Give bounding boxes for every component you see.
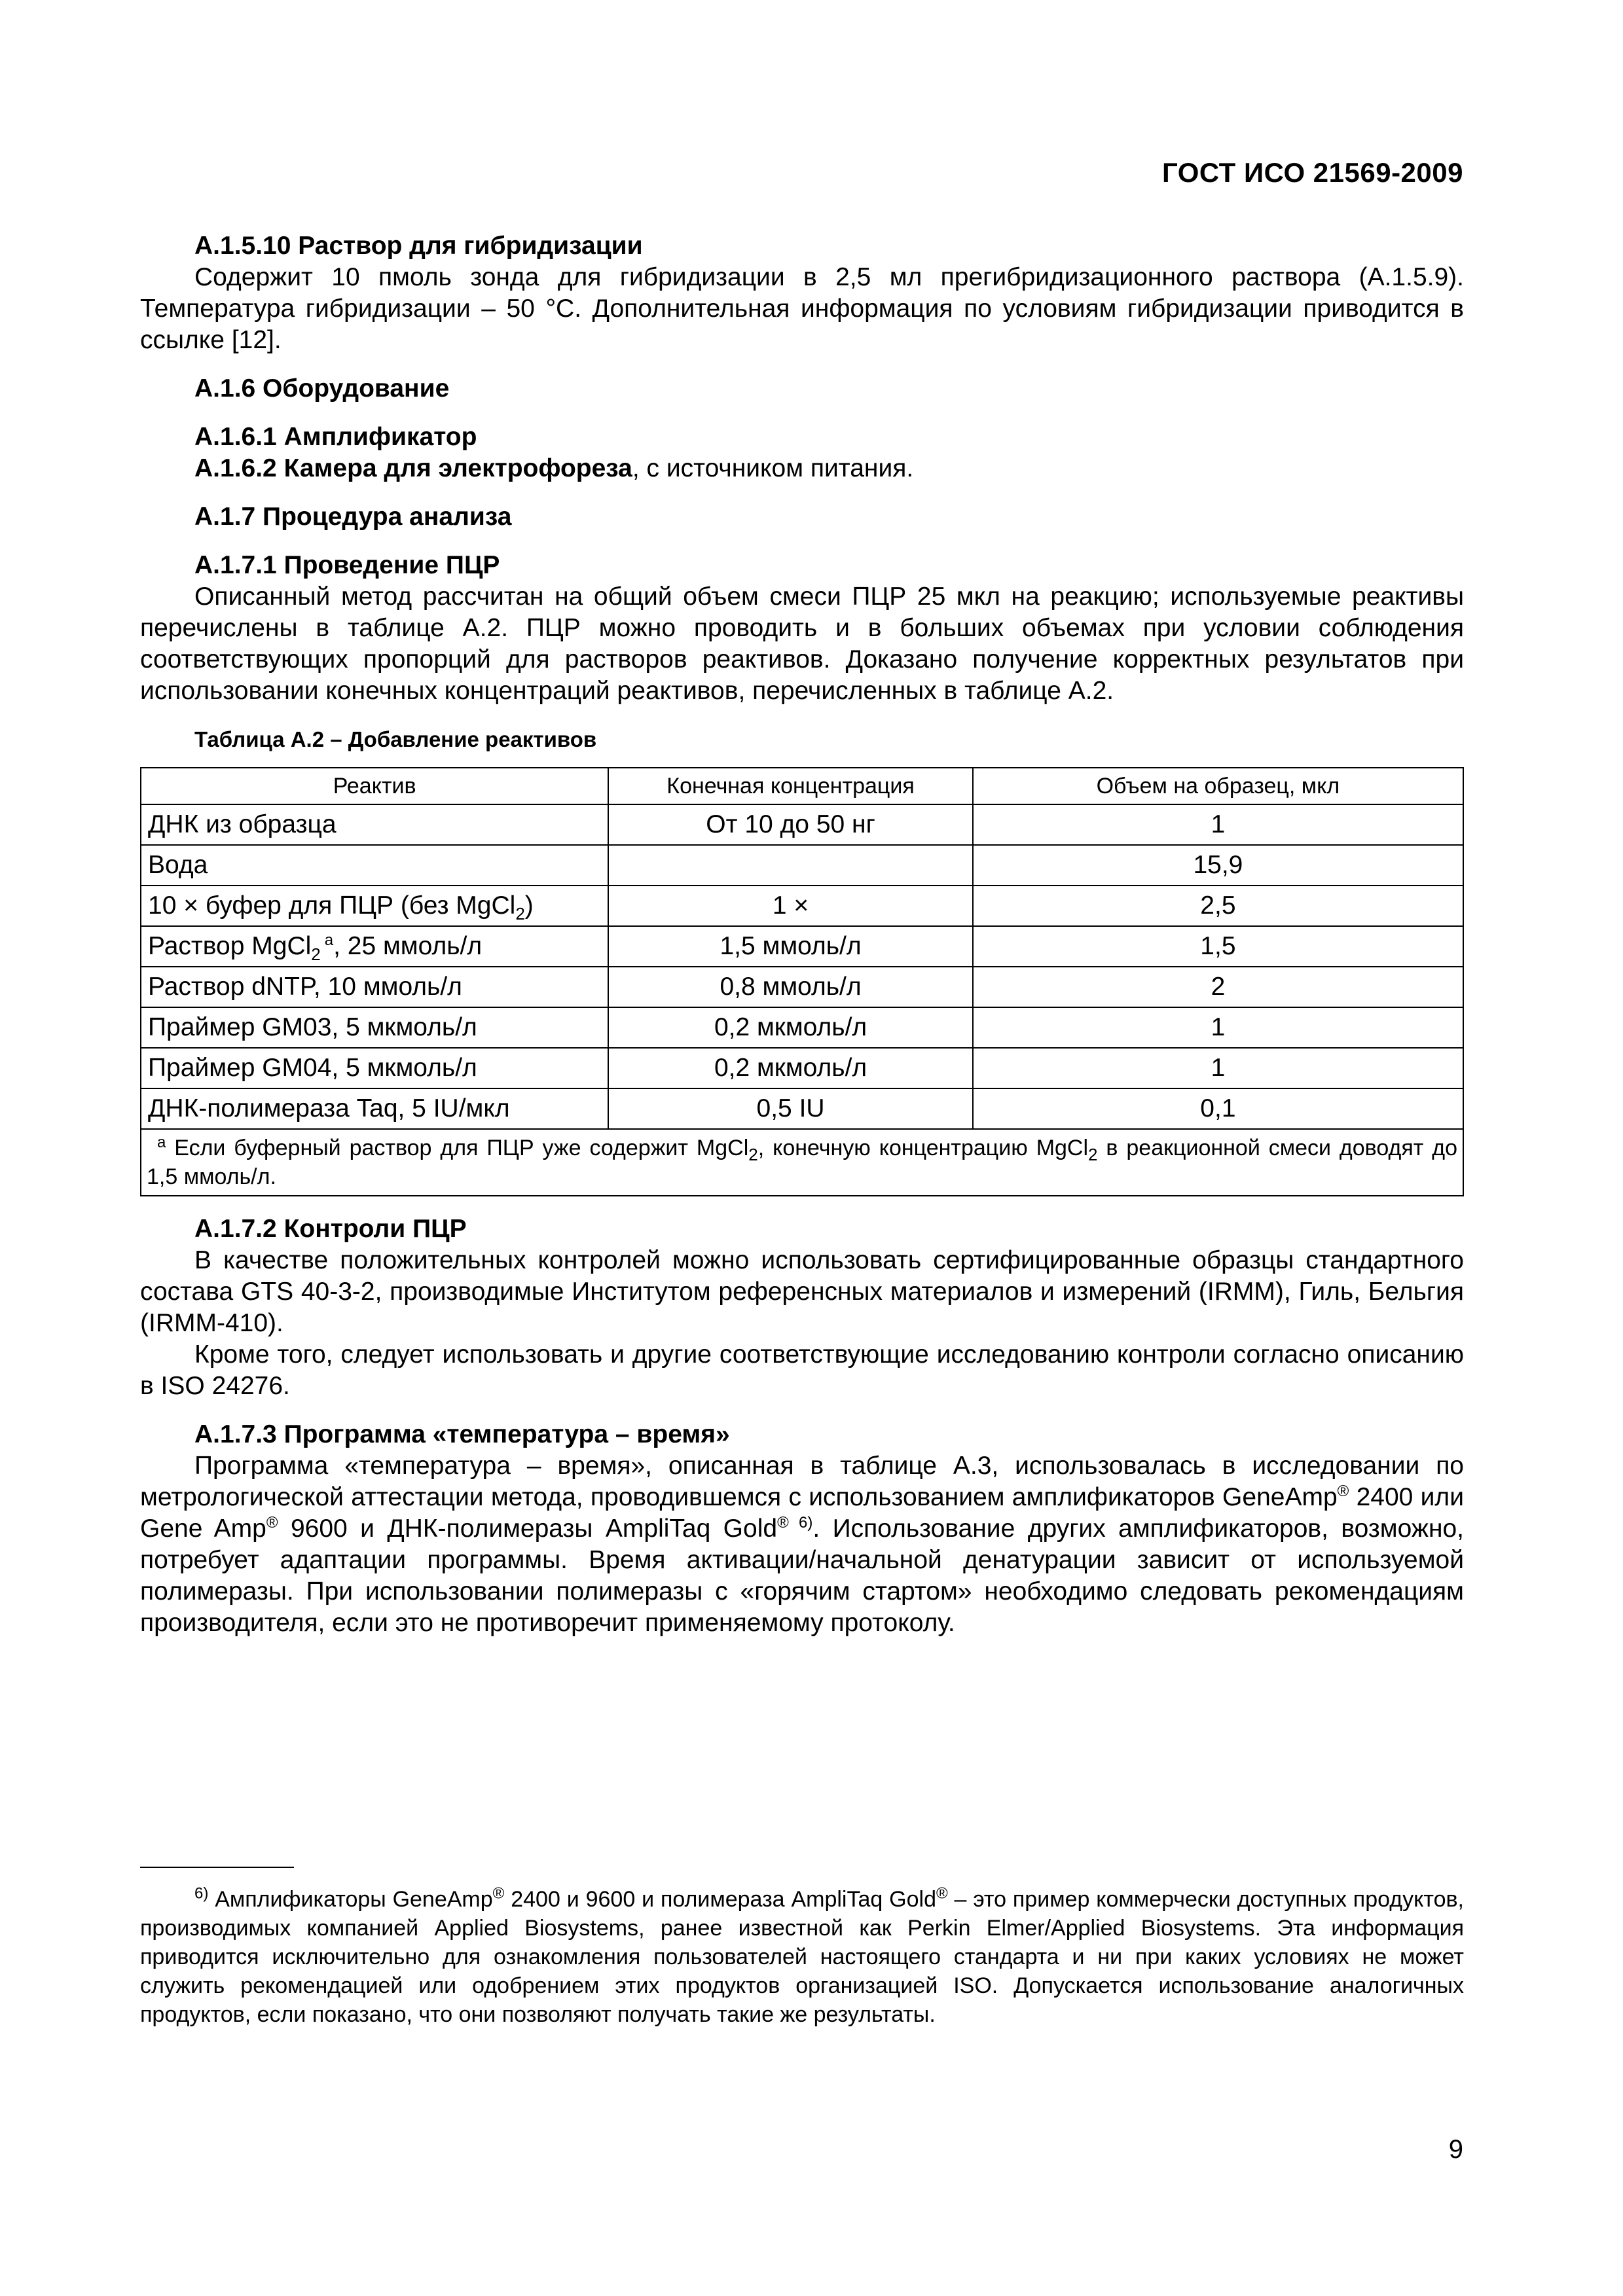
cell-volume: 15,9 (973, 845, 1463, 886)
table-note (141, 1129, 1463, 1196)
text-part: 9600 и ДНК-полимеразы AmpliTaq Gold (278, 1515, 778, 1543)
reagent-text: Раствор MgCl (148, 932, 312, 960)
reagent-text-end: ) (524, 891, 534, 920)
cell-concentration: 0,2 мкмоль/л (608, 1048, 973, 1088)
registered-mark: ® (266, 1514, 278, 1532)
note-text: в реакционной смеси доводят до 1,5 ммоль/л. (147, 1136, 1457, 1189)
footnote-divider (140, 1867, 294, 1868)
note-marker: а (324, 931, 334, 949)
footnote (140, 1885, 1464, 2029)
column-header-volume: Объем на образец, мкл (973, 768, 1463, 804)
footnote-marker: 6) (194, 1884, 209, 1903)
section-heading-a171: А.1.7.1 Проведение ПЦР (194, 551, 500, 579)
section-heading-a161: А.1.6.1 Амплификатор (194, 423, 477, 451)
table-row (141, 886, 1463, 926)
cell-reagent (141, 926, 608, 967)
cell-reagent: Праймер GM04, 5 мкмоль/л (141, 1048, 608, 1088)
cell-volume: 0,1 (973, 1088, 1463, 1129)
reagent-text-end: , 25 ммоль/л (333, 932, 483, 960)
table-header-row (141, 768, 1463, 804)
cell-volume: 1 (973, 1048, 1463, 1088)
section-text-a172-1: В качестве положительных контролей можно использовать сертифицированные образцы стандартного состава GTS 40-3-2, производимые Институтом референсных материалов и измерений (IRMM), Гиль, Бельгия (IRMM-410). (140, 1246, 1464, 1337)
section-heading-a162: А.1.6.2 Камера для электрофореза (194, 454, 632, 482)
section-heading-a1510: А.1.5.10 Раствор для гибридизации (194, 232, 643, 260)
section-line-a162 (140, 453, 1464, 484)
text-part: . Использование других амплификаторов, возможно, потребует адаптации программы. Время активации/начальной денатурации зависит от используемой полимеразы. При использовании полимеразы с «горячим стартом» необходимо следовать рекомендациям производителя, если это не противоречит применяемому протоколу. (140, 1515, 1465, 1637)
cell-reagent: Вода (141, 845, 608, 886)
section-text-a1510: Содержит 10 пмоль зонда для гибридизации в 2,5 мл прегибридизационного раствора (А.1.5.9). Температура гибридизации – 50 °С. Дополнительная информация по условиям гибридизации приводится в ссылке [12]. (140, 263, 1464, 354)
cell-reagent: ДНК-полимераза Taq, 5 IU/мкл (141, 1088, 608, 1129)
text-part: 2400 или Gene Amp (140, 1483, 1464, 1543)
cell-concentration: От 10 до 50 нг (608, 804, 973, 845)
subscript: 2 (515, 903, 525, 924)
text-part: Амплификаторы GeneAmp (208, 1887, 493, 1912)
cell-volume: 2 (973, 967, 1463, 1007)
table-row (141, 967, 1463, 1007)
text-part: Программа «температура – время», описанная в таблице А.3, использовалась в исследовании по метрологической аттестации метода, проводившемся с использованием амплификаторов GeneAmp (140, 1452, 1464, 1511)
cell-volume: 1 (973, 804, 1463, 845)
section-text-a171: Описанный метод рассчитан на общий объем смеси ПЦР 25 мкл на реакцию; используемые реактивы перечислены в таблице А.2. ПЦР можно проводить и в больших объемах при условии соблюдения соответствующих пропорций для растворов реактивов. Доказано получение корректных результатов при использовании конечных концентраций реактивов, перечисленных в таблице А.2. (140, 583, 1464, 705)
subscript: 2 (748, 1144, 758, 1164)
cell-volume: 1 (973, 1007, 1463, 1048)
registered-mark: ® (936, 1884, 948, 1903)
section-text-a173 (140, 1450, 1464, 1639)
column-header-concentration: Конечная концентрация (608, 768, 973, 804)
table-row (141, 804, 1463, 845)
text-part: – это пример коммерчески доступных продуктов, производимых компанией Applied Biosystems, ранее известной как Perkin Elmer/Applied Biosystems. Эта информация приводится исключительно для ознакомления пользователей настоящего стандарта и ни при каких условиях не может служить рекомендацией или одобрением этих продуктов организацией ISO. Допускается использование аналогичных продуктов, если показано, что они позволяют получать такие же результаты. (140, 1887, 1464, 2027)
footnote-text (140, 1885, 1464, 2029)
cell-reagent: Раствор dNTP, 10 ммоль/л (141, 967, 608, 1007)
cell-concentration: 1,5 ммоль/л (608, 926, 973, 967)
standard-code: ГОСТ ИСО 21569-2009 (1161, 157, 1463, 188)
cell-concentration: 0,8 ммоль/л (608, 967, 973, 1007)
note-marker: а (157, 1133, 166, 1151)
table-row (141, 926, 1463, 967)
table-row (141, 1007, 1463, 1048)
column-header-reagent: Реактив (141, 768, 608, 804)
section-text-a162: , с источником питания. (632, 454, 914, 482)
registered-mark: ® (492, 1884, 505, 1903)
table-row (141, 1088, 1463, 1129)
registered-mark: ® (777, 1514, 789, 1532)
note-text: , конечную концентрацию MgCl (757, 1136, 1089, 1160)
cell-concentration: 0,5 IU (608, 1088, 973, 1129)
table-caption: Таблица А.2 – Добавление реактивов (194, 727, 597, 751)
subscript: 2 (311, 944, 321, 964)
section-heading-a173: А.1.7.3 Программа «температура – время» (194, 1420, 730, 1448)
main-content (140, 230, 1464, 1639)
registered-mark: ® (1337, 1482, 1349, 1500)
cell-reagent: ДНК из образца (141, 804, 608, 845)
cell-volume: 1,5 (973, 926, 1463, 967)
reagent-text: 10 × буфер для ПЦР (без MgCl (148, 891, 516, 920)
page-number: 9 (1448, 2135, 1463, 2164)
table-row (141, 845, 1463, 886)
cell-concentration: 1 × (608, 886, 973, 926)
section-heading-a17: А.1.7 Процедура анализа (194, 503, 512, 531)
text-part: 2400 и 9600 и полимераза AmpliTaq Gold (504, 1887, 936, 1912)
section-text-a172-2: Кроме того, следует использовать и другие соответствующие исследованию контроли согласно описанию в ISO 24276. (140, 1340, 1464, 1400)
cell-volume: 2,5 (973, 886, 1463, 926)
reagents-table (140, 767, 1464, 1196)
table-row (141, 1048, 1463, 1088)
cell-concentration: 0,2 мкмоль/л (608, 1007, 973, 1048)
table-note-row (141, 1129, 1463, 1196)
cell-reagent (141, 886, 608, 926)
section-heading-a172: А.1.7.2 Контроли ПЦР (194, 1215, 467, 1243)
footnote-reference: 6) (788, 1514, 813, 1532)
cell-reagent: Праймер GM03, 5 мкмоль/л (141, 1007, 608, 1048)
note-text: Если буферный раствор для ПЦР уже содержит MgCl (166, 1136, 749, 1160)
subscript: 2 (1088, 1144, 1098, 1164)
section-heading-a16: А.1.6 Оборудование (194, 374, 450, 403)
cell-concentration (608, 845, 973, 886)
